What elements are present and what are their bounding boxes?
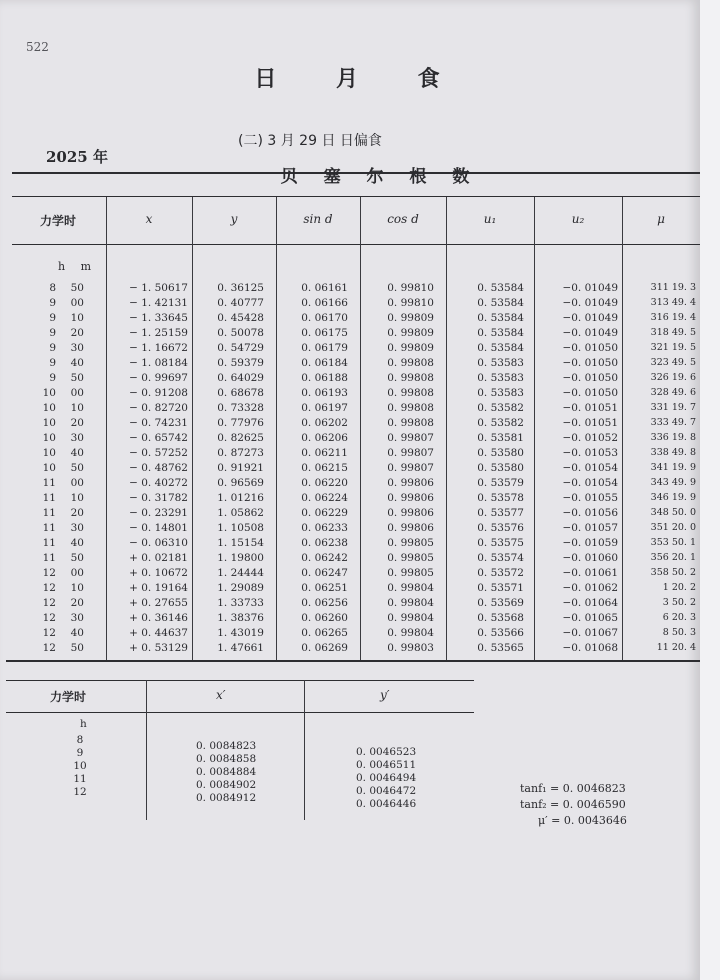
minute: 30 <box>70 432 84 444</box>
minute: 20 <box>70 507 84 519</box>
mu-value: 11 20. 4 <box>656 642 696 653</box>
minute: 00 <box>70 297 84 309</box>
mu-value: 346 19. 9 <box>650 492 696 503</box>
x-prime-value: 0. 0084912 <box>196 792 257 804</box>
hour: 9 <box>49 297 56 309</box>
y-prime-value: 0. 0046472 <box>356 785 417 797</box>
x-prime-value: 0. 0084902 <box>196 779 257 791</box>
page-number: 522 <box>26 40 49 54</box>
sin-d-value: 0. 06256 <box>301 597 348 609</box>
header-sin-d: sin d <box>303 212 333 226</box>
cos-d-value: 0. 99808 <box>387 387 434 399</box>
sin-d-value: 0. 06251 <box>301 582 348 594</box>
x-value: − 0. 40272 <box>129 477 188 489</box>
hour: 10 <box>42 417 56 429</box>
x-value: − 0. 48762 <box>129 462 188 474</box>
minute: 50 <box>70 552 84 564</box>
cos-d-value: 0. 99805 <box>387 552 434 564</box>
constant-value: μ′ = 0. 0043646 <box>538 814 627 827</box>
table-row <box>0 627 700 639</box>
x-value: − 0. 14801 <box>129 522 188 534</box>
y-value: 1. 05862 <box>217 507 264 519</box>
u1-value: 0. 53566 <box>477 627 524 639</box>
mu-value: 353 50. 1 <box>650 537 696 548</box>
y-prime-value: 0. 0046446 <box>356 798 417 810</box>
u2-value: −0. 01051 <box>562 417 618 429</box>
y-value: 1. 43019 <box>217 627 264 639</box>
x-value: − 0. 23291 <box>129 507 188 519</box>
y-value: 1. 47661 <box>217 642 264 654</box>
minute: 30 <box>70 612 84 624</box>
cos-d-value: 0. 99809 <box>387 312 434 324</box>
table-row <box>0 597 700 609</box>
u1-value: 0. 53583 <box>477 372 524 384</box>
hour-value: 11 <box>73 773 87 785</box>
section-title: 贝 塞 尔 根 数 <box>280 167 480 187</box>
x-value: − 1. 50617 <box>129 282 188 294</box>
sin-d-value: 0. 06197 <box>301 402 348 414</box>
mu-value: 358 50. 2 <box>650 567 696 578</box>
u1-value: 0. 53582 <box>477 402 524 414</box>
u1-value: 0. 53584 <box>477 282 524 294</box>
x-value: + 0. 19164 <box>129 582 188 594</box>
minute: 10 <box>70 312 84 324</box>
header-u2: u₂ <box>571 212 585 226</box>
sin-d-value: 0. 06242 <box>301 552 348 564</box>
y-prime-value: 0. 0046511 <box>356 759 417 771</box>
y-value: 0. 50078 <box>217 327 264 339</box>
cos-d-value: 0. 99808 <box>387 402 434 414</box>
sin-d-value: 0. 06233 <box>301 522 348 534</box>
cos-d-value: 0. 99810 <box>387 282 434 294</box>
cos-d-value: 0. 99809 <box>387 342 434 354</box>
mu-value: 333 49. 7 <box>650 417 696 428</box>
sin-d-value: 0. 06247 <box>301 567 348 579</box>
minute: 10 <box>70 582 84 594</box>
y-value: 0. 87273 <box>217 447 264 459</box>
u1-value: 0. 53577 <box>477 507 524 519</box>
table-row <box>0 402 700 414</box>
x-value: − 1. 42131 <box>129 297 188 309</box>
u2-value: −0. 01055 <box>562 492 618 504</box>
u1-value: 0. 53569 <box>477 597 524 609</box>
hour: 11 <box>42 552 56 564</box>
u1-value: 0. 53584 <box>477 327 524 339</box>
table-row <box>0 342 700 354</box>
mu-value: 341 19. 9 <box>650 462 696 473</box>
u2-value: −0. 01065 <box>562 612 618 624</box>
sin-d-value: 0. 06175 <box>301 327 348 339</box>
cos-d-value: 0. 99806 <box>387 492 434 504</box>
eclipse-subtitle: (二) 3 月 29 日 日偏食 <box>238 133 382 149</box>
u2-value: −0. 01053 <box>562 447 618 459</box>
hour: 9 <box>49 372 56 384</box>
cos-d-value: 0. 99806 <box>387 477 434 489</box>
mu-value: 323 49. 5 <box>650 357 696 368</box>
page-title: 日 月 食 <box>254 67 466 92</box>
u1-value: 0. 53565 <box>477 642 524 654</box>
constant-value: tanf₂ = 0. 0046590 <box>520 798 626 811</box>
u1-value: 0. 53582 <box>477 417 524 429</box>
minute: 50 <box>70 642 84 654</box>
u1-value: 0. 53580 <box>477 447 524 459</box>
u1-value: 0. 53572 <box>477 567 524 579</box>
hour-value: 10 <box>73 760 87 772</box>
sin-d-value: 0. 06238 <box>301 537 348 549</box>
mu-value: 336 19. 8 <box>650 432 696 443</box>
x-value: − 1. 33645 <box>129 312 188 324</box>
u1-value: 0. 53580 <box>477 462 524 474</box>
hour: 11 <box>42 477 56 489</box>
minute: 10 <box>70 402 84 414</box>
x-value: − 0. 99697 <box>129 372 188 384</box>
u1-value: 0. 53584 <box>477 312 524 324</box>
u2-value: −0. 01064 <box>562 597 618 609</box>
u2-value: −0. 01060 <box>562 552 618 564</box>
cos-d-value: 0. 99808 <box>387 372 434 384</box>
hour: 12 <box>42 612 56 624</box>
minute: 20 <box>70 597 84 609</box>
y-value: 0. 45428 <box>217 312 264 324</box>
table-row <box>0 282 700 294</box>
sin-d-value: 0. 06229 <box>301 507 348 519</box>
cos-d-value: 0. 99807 <box>387 447 434 459</box>
table-row <box>0 372 700 384</box>
minute: 30 <box>70 522 84 534</box>
table-row <box>0 522 700 534</box>
table-row <box>0 447 700 459</box>
y-value: 1. 10508 <box>217 522 264 534</box>
y-value: 0. 59379 <box>217 357 264 369</box>
x-value: + 0. 44637 <box>129 627 188 639</box>
x-value: + 0. 27655 <box>129 597 188 609</box>
hour: 9 <box>49 312 56 324</box>
hour-value: 12 <box>73 786 87 798</box>
cos-d-value: 0. 99807 <box>387 462 434 474</box>
cos-d-value: 0. 99809 <box>387 327 434 339</box>
hour: 9 <box>49 342 56 354</box>
u2-value: −0. 01050 <box>562 357 618 369</box>
table-row <box>0 612 700 624</box>
minute: 10 <box>70 492 84 504</box>
page-edge <box>700 0 720 980</box>
x-value: + 0. 53129 <box>129 642 188 654</box>
time-unit-label: h m <box>58 260 98 273</box>
u1-value: 0. 53568 <box>477 612 524 624</box>
hour-value: 9 <box>76 747 84 759</box>
mu-value: 328 49. 6 <box>650 387 696 398</box>
y-value: 1. 24444 <box>217 567 264 579</box>
u1-value: 0. 53575 <box>477 537 524 549</box>
y-value: 0. 54729 <box>217 342 264 354</box>
x-value: − 0. 65742 <box>129 432 188 444</box>
y-value: 1. 15154 <box>217 537 264 549</box>
sin-d-value: 0. 06193 <box>301 387 348 399</box>
u2-value: −0. 01054 <box>562 462 618 474</box>
header-x-prime: x′ <box>216 688 226 702</box>
mu-value: 3 50. 2 <box>662 597 696 608</box>
y-value: 1. 19800 <box>217 552 264 564</box>
minute: 00 <box>70 387 84 399</box>
y-value: 0. 91921 <box>217 462 264 474</box>
mu-value: 326 19. 6 <box>650 372 696 383</box>
hour: 11 <box>42 522 56 534</box>
u1-value: 0. 53571 <box>477 582 524 594</box>
table-row <box>0 327 700 339</box>
column-divider <box>146 680 147 820</box>
x-prime-value: 0. 0084884 <box>196 766 257 778</box>
sin-d-value: 0. 06184 <box>301 357 348 369</box>
mu-value: 321 19. 5 <box>650 342 696 353</box>
u2-value: −0. 01059 <box>562 537 618 549</box>
minute: 30 <box>70 342 84 354</box>
mu-value: 338 49. 8 <box>650 447 696 458</box>
cos-d-value: 0. 99810 <box>387 297 434 309</box>
u2-value: −0. 01049 <box>562 282 618 294</box>
hour: 12 <box>42 627 56 639</box>
x-value: − 0. 31782 <box>129 492 188 504</box>
cos-d-value: 0. 99808 <box>387 417 434 429</box>
hour: 10 <box>42 402 56 414</box>
minute: 50 <box>70 462 84 474</box>
u1-value: 0. 53583 <box>477 387 524 399</box>
cos-d-value: 0. 99804 <box>387 627 434 639</box>
x-value: − 0. 74231 <box>129 417 188 429</box>
sin-d-value: 0. 06179 <box>301 342 348 354</box>
minute: 20 <box>70 417 84 429</box>
sin-d-value: 0. 06224 <box>301 492 348 504</box>
header-y-prime: y′ <box>380 688 390 702</box>
y-value: 0. 96569 <box>217 477 264 489</box>
header-time-2: 力学时 <box>50 690 87 704</box>
minute: 00 <box>70 477 84 489</box>
mu-value: 356 20. 1 <box>650 552 696 563</box>
hour: 12 <box>42 582 56 594</box>
sin-d-value: 0. 06220 <box>301 477 348 489</box>
table-row <box>0 567 700 579</box>
hour: 9 <box>49 327 56 339</box>
u1-value: 0. 53584 <box>477 342 524 354</box>
mu-value: 331 19. 7 <box>650 402 696 413</box>
cos-d-value: 0. 99803 <box>387 642 434 654</box>
header-u1: u₁ <box>483 212 497 226</box>
table-row <box>0 312 700 324</box>
u2-value: −0. 01056 <box>562 507 618 519</box>
y-value: 1. 33733 <box>217 597 264 609</box>
table-row <box>0 582 700 594</box>
column-divider <box>304 680 305 820</box>
sin-d-value: 0. 06166 <box>301 297 348 309</box>
mu-value: 316 19. 4 <box>650 312 696 323</box>
cos-d-value: 0. 99806 <box>387 522 434 534</box>
mu-value: 318 49. 5 <box>650 327 696 338</box>
hour: 9 <box>49 357 56 369</box>
x-prime-value: 0. 0084823 <box>196 740 257 752</box>
mu-value: 6 20. 3 <box>662 612 696 623</box>
mu-value: 8 50. 3 <box>662 627 696 638</box>
second-table-top-rule <box>6 680 474 681</box>
hour-unit-label: h <box>80 718 87 730</box>
table-row <box>0 432 700 444</box>
u2-value: −0. 01051 <box>562 402 618 414</box>
u2-value: −0. 01050 <box>562 342 618 354</box>
x-value: + 0. 02181 <box>129 552 188 564</box>
cos-d-value: 0. 99805 <box>387 567 434 579</box>
sin-d-value: 0. 06170 <box>301 312 348 324</box>
x-value: − 0. 06310 <box>129 537 188 549</box>
hour: 10 <box>42 387 56 399</box>
cos-d-value: 0. 99807 <box>387 432 434 444</box>
minute: 40 <box>70 447 84 459</box>
sin-d-value: 0. 06269 <box>301 642 348 654</box>
sin-d-value: 0. 06215 <box>301 462 348 474</box>
y-value: 1. 29089 <box>217 582 264 594</box>
header-rule-top <box>12 196 700 197</box>
x-value: − 1. 08184 <box>129 357 188 369</box>
cos-d-value: 0. 99805 <box>387 537 434 549</box>
hour: 12 <box>42 642 56 654</box>
hour: 11 <box>42 537 56 549</box>
mu-value: 313 49. 4 <box>650 297 696 308</box>
header-cos-d: cos d <box>387 212 419 226</box>
y-value: 0. 73328 <box>217 402 264 414</box>
table-row <box>0 507 700 519</box>
header-mu: μ <box>657 212 665 226</box>
table-row <box>0 492 700 504</box>
x-value: + 0. 36146 <box>129 612 188 624</box>
y-value: 0. 64029 <box>217 372 264 384</box>
sin-d-value: 0. 06265 <box>301 627 348 639</box>
y-prime-value: 0. 0046494 <box>356 772 417 784</box>
table-row <box>0 387 700 399</box>
table-row <box>0 552 700 564</box>
table-row <box>0 642 700 654</box>
u2-value: −0. 01052 <box>562 432 618 444</box>
sin-d-value: 0. 06161 <box>301 282 348 294</box>
mu-value: 343 49. 9 <box>650 477 696 488</box>
y-value: 0. 68678 <box>217 387 264 399</box>
hour: 11 <box>42 492 56 504</box>
mu-value: 1 20. 2 <box>662 582 696 593</box>
mu-value: 311 19. 3 <box>650 282 696 293</box>
mu-value: 351 20. 0 <box>650 522 696 533</box>
x-value: − 0. 82720 <box>129 402 188 414</box>
cos-d-value: 0. 99804 <box>387 597 434 609</box>
x-value: + 0. 10672 <box>129 567 188 579</box>
sin-d-value: 0. 06211 <box>301 447 348 459</box>
second-table-header-rule <box>6 712 474 713</box>
x-prime-value: 0. 0084858 <box>196 753 257 765</box>
y-value: 0. 40777 <box>217 297 264 309</box>
y-value: 0. 36125 <box>217 282 264 294</box>
table-row <box>0 297 700 309</box>
hour: 12 <box>42 567 56 579</box>
hour: 10 <box>42 432 56 444</box>
u2-value: −0. 01049 <box>562 327 618 339</box>
table-row <box>0 537 700 549</box>
u1-value: 0. 53579 <box>477 477 524 489</box>
minute: 50 <box>70 282 84 294</box>
u2-value: −0. 01068 <box>562 642 618 654</box>
cos-d-value: 0. 99804 <box>387 582 434 594</box>
table-row <box>0 357 700 369</box>
u2-value: −0. 01062 <box>562 582 618 594</box>
y-value: 1. 38376 <box>217 612 264 624</box>
table-row <box>0 477 700 489</box>
u1-value: 0. 53583 <box>477 357 524 369</box>
u2-value: −0. 01050 <box>562 387 618 399</box>
header-y: y <box>230 212 238 226</box>
u2-value: −0. 01049 <box>562 297 618 309</box>
hour: 10 <box>42 462 56 474</box>
y-value: 0. 77976 <box>217 417 264 429</box>
y-value: 0. 82625 <box>217 432 264 444</box>
table-bottom-rule <box>6 660 700 662</box>
cos-d-value: 0. 99806 <box>387 507 434 519</box>
mu-value: 348 50. 0 <box>650 507 696 518</box>
header-rule-bottom <box>12 244 700 245</box>
sin-d-value: 0. 06202 <box>301 417 348 429</box>
minute: 40 <box>70 357 84 369</box>
x-value: − 1. 25159 <box>129 327 188 339</box>
table-row <box>0 462 700 474</box>
hour: 12 <box>42 597 56 609</box>
constant-value: tanf₁ = 0. 0046823 <box>520 782 626 795</box>
minute: 00 <box>70 567 84 579</box>
u1-value: 0. 53578 <box>477 492 524 504</box>
hour: 11 <box>42 507 56 519</box>
table-row <box>0 417 700 429</box>
hour-value: 8 <box>76 734 84 746</box>
sin-d-value: 0. 06206 <box>301 432 348 444</box>
u1-value: 0. 53584 <box>477 297 524 309</box>
cos-d-value: 0. 99808 <box>387 357 434 369</box>
cos-d-value: 0. 99804 <box>387 612 434 624</box>
u2-value: −0. 01049 <box>562 312 618 324</box>
minute: 50 <box>70 372 84 384</box>
u2-value: −0. 01057 <box>562 522 618 534</box>
sin-d-value: 0. 06260 <box>301 612 348 624</box>
u2-value: −0. 01067 <box>562 627 618 639</box>
u1-value: 0. 53574 <box>477 552 524 564</box>
hour: 10 <box>42 447 56 459</box>
year-label: 2025 年 <box>46 148 108 166</box>
u1-value: 0. 53576 <box>477 522 524 534</box>
x-value: − 0. 57252 <box>129 447 188 459</box>
u1-value: 0. 53581 <box>477 432 524 444</box>
minute: 40 <box>70 537 84 549</box>
sin-d-value: 0. 06188 <box>301 372 348 384</box>
y-value: 1. 01216 <box>217 492 264 504</box>
x-value: − 0. 91208 <box>129 387 188 399</box>
u2-value: −0. 01061 <box>562 567 618 579</box>
u2-value: −0. 01050 <box>562 372 618 384</box>
minute: 40 <box>70 627 84 639</box>
hour: 8 <box>49 282 56 294</box>
x-value: − 1. 16672 <box>129 342 188 354</box>
u2-value: −0. 01054 <box>562 477 618 489</box>
minute: 20 <box>70 327 84 339</box>
header-x: x <box>145 212 153 226</box>
header-time: 力学时 <box>40 214 77 228</box>
y-prime-value: 0. 0046523 <box>356 746 417 758</box>
